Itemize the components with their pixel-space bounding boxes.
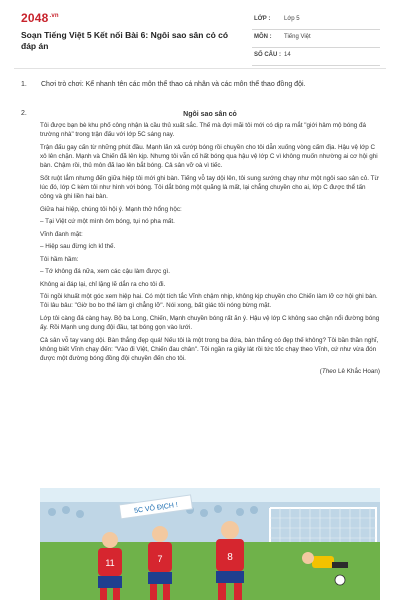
site-logo[interactable]: $2048^{.vn}$ <box>21 11 59 25</box>
story-paragraph: – Tớ không đá nữa, xem các cậu làm được gì. <box>40 268 170 276</box>
meta-row-class <box>252 12 380 30</box>
story-paragraph: Trận đấu gay cấn từ những phút đầu. Mạnh lăn xả cướp bóng rồi chuyền cho tôi dẫn xuống vòng cấm địa. Hậu vệ lớp C xô lên chặn. Mạnh và Chiến đã lên kịp. Nhưng tôi vẫn cố hất bóng qua hậu vệ lớp C vì không muốn nhường ai cơ hội ghi bàn. Chậm rồi, thủ môn đã lao lên bắt bóng. Cả sân vỡ oà vì tiếc. <box>40 143 378 170</box>
meta-value: Tiếng Việt <box>284 34 311 40</box>
story-paragraph: Tôi ngồi khuất một góc xem hiệp hai. Có một tích tắc Vĩnh chậm nhịp, không kịp chuyền cho Chiến làm lỡ cơ hội ghi bàn. Tôi lâu bâu: "Giờ bo bo thế làm gì chẳng lỡ". Nói xong, bất giác tôi nóng bừng mặt. <box>40 293 378 310</box>
svg-text:7: 7 <box>157 554 163 564</box>
football <box>335 575 345 585</box>
page-header <box>0 0 400 66</box>
story-paragraph: Tôi được bạn bè khu phố công nhận là cầu thủ xuất sắc. Thế mà đợi mãi tôi mới có dịp ra mắt "giới hâm mộ bóng đá trường nhà" trong trận đấu với lớp 5C sáng nay. <box>40 122 366 139</box>
football-scene-image <box>40 488 380 600</box>
story-illustration <box>40 488 380 600</box>
meta-row-subject <box>252 30 380 48</box>
banner-text: 5C VÔ ĐỊCH ! <box>133 501 179 515</box>
story-paragraph: Sốt ruột lắm nhưng đến giữa hiệp tôi mới ghi bàn. Tiếng vỗ tay dội lên, tôi sung sướng chạy như một ngôi sao sân cỏ. Từ lúc đó, lớp C kèm tôi như hình với bóng. Tôi dắt bóng một quãng là mất, lại chẳng chuyền cho ai, lớp C được thể tấn công và ghi liền hai bàn. <box>40 174 379 201</box>
story-author: (Theo Lê Khắc Hoan) <box>319 368 380 376</box>
grass <box>40 542 380 600</box>
story-paragraph: Tôi hầm hầm: <box>40 255 79 263</box>
story-passage <box>40 110 380 376</box>
lesson-meta-table <box>252 12 380 66</box>
question-number: 2. <box>21 110 27 117</box>
svg-text:8: 8 <box>227 552 233 563</box>
story-paragraph: Giữa hai hiệp, chúng tôi hội ý. Mạnh thở hổng hộc: <box>40 205 182 213</box>
question-text: Chơi trò chơi: Kể nhanh tên các môn thể thao cá nhân và các môn thể thao đồng đội. <box>41 81 306 88</box>
header-divider <box>14 68 386 69</box>
story-paragraph: Không ai đáp lại, chỉ lặng lẽ dắn ra cho tôi đi. <box>40 280 166 288</box>
meta-row-count <box>252 48 380 66</box>
story-title: Ngôi sao sân cỏ <box>183 111 237 118</box>
meta-value: Lớp 5 <box>284 16 300 22</box>
svg-text:11: 11 <box>105 558 115 568</box>
meta-key: SỐ CÂU : <box>254 52 281 58</box>
page-title: Soạn Tiếng Việt 5 Kết nối Bài 6: Ngôi sao sân cỏ có đáp án <box>21 30 229 51</box>
story-paragraph: Vĩnh đanh mặt: <box>40 230 83 238</box>
meta-key: LỚP : <box>254 16 271 22</box>
story-paragraph: – Hiệp sau đừng ích kỉ thế. <box>40 243 116 251</box>
story-paragraph: Lớp tôi càng đá càng hay. Bộ ba Long, Chiến, Mạnh chuyền bóng rất ăn ý. Hậu vệ lớp C không sao chặn nổi đường bóng ấy. Rồi Mạnh ung dung đội đầu, tạt bóng gọn vào lưới. <box>40 314 380 332</box>
meta-key: MÔN : <box>254 34 272 40</box>
story-paragraph: Cả sân vỗ tay vang dội. Bàn thắng đẹp quá! Nếu tôi là một trong ba đứa, bàn thắng có đẹp thế không? Tôi bần thần nghĩ, không biết Vĩnh chạy đến: "Vào đi Việt, Chiến đau chân". Tôi ngần ra giây lát rồi tức tốc chạy theo Vĩnh, cứ như vừa đón được một đường bóng đồng đội chuyền đến cho tôi. <box>40 336 379 363</box>
story-paragraph: – Tại Việt cứ một mình ôm bóng, tụi nó pha mất. <box>40 218 175 226</box>
meta-value: 14 <box>284 52 291 58</box>
question-number: 1. <box>21 81 27 88</box>
